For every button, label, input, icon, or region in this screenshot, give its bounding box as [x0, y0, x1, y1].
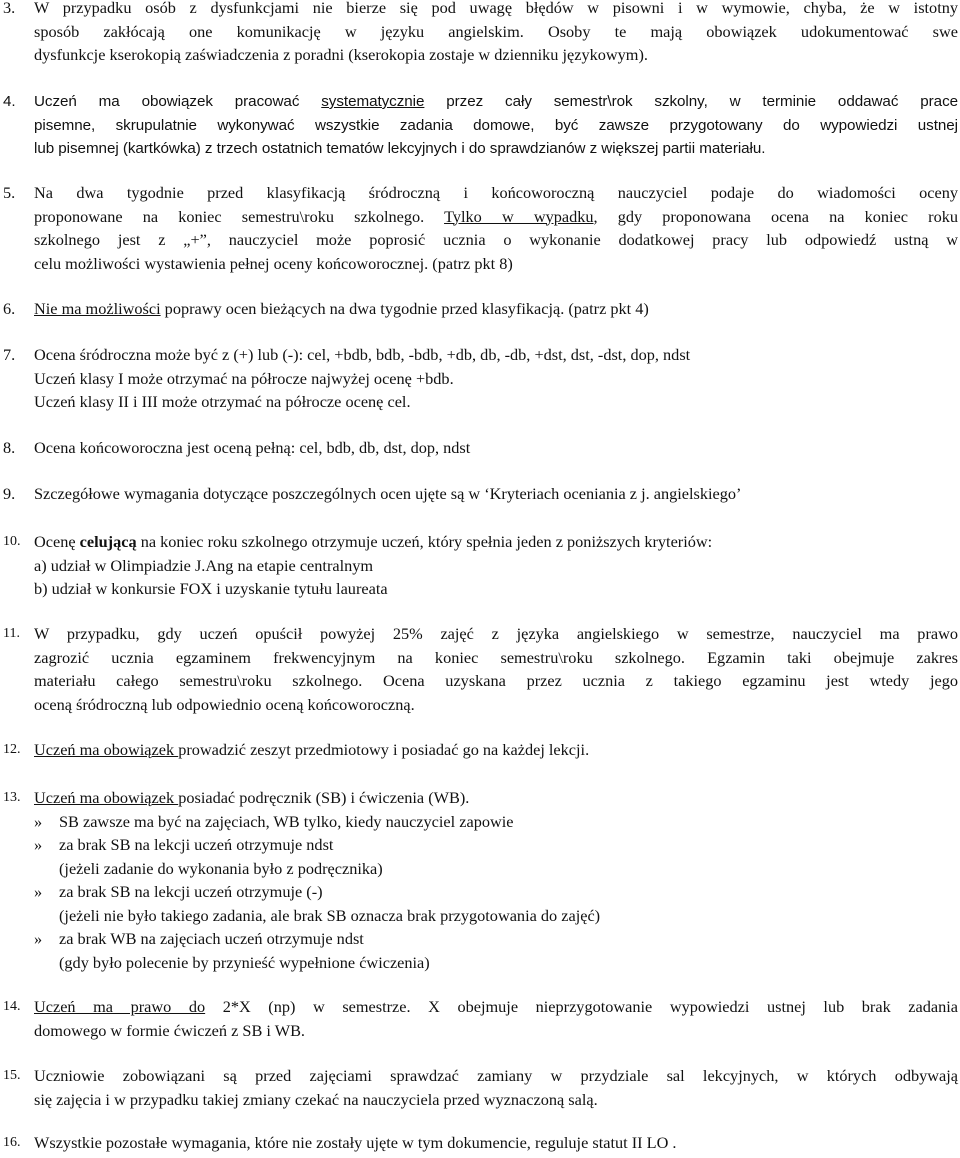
bullet-marker: »	[34, 882, 43, 901]
bullet-item: » za brak SB na lekcji uczeń otrzymuje (-)	[34, 880, 960, 904]
item-text-line: oceną śródroczną lub odpowiednio oceną końcoworoczną.	[34, 694, 415, 714]
item-text-line: Uczeń ma obowiązek prowadzić zeszyt przedmiotowy i posiadać go na każdej lekcji.	[34, 740, 590, 759]
bullet-list	[34, 810, 960, 975]
item-number: 3.	[3, 0, 16, 17]
item-text-line: lub pisemnej (kartkówka) z trzech ostatnich tematów lekcyjnych i do sprawdzianów z większej partii materiału.	[34, 140, 766, 157]
bullet-note: (jeżeli nie było takiego zadania, ale brak SB oznacza brak przygotowania do zajęć)	[59, 905, 601, 925]
item-text-line: szkolnego jest z „+”, nauczyciel może poprosić ucznia o wykonanie dodatkowej pracy lub odpowiedź ustną w	[34, 230, 958, 249]
item-text-line: Wszystkie pozostałe wymagania, które nie zostały ujęte w tym dokumencie, reguluje statut II LO .	[34, 1133, 677, 1152]
underlined-text: Uczeń ma obowiązek	[34, 740, 179, 759]
item-number: 11.	[3, 626, 20, 641]
bullet-marker: »	[34, 811, 43, 831]
bullet-item: » za brak SB na lekcji uczeń otrzymuje ndst	[34, 833, 960, 857]
bullet-item: » SB zawsze ma być na zajęciach, WB tylko, kiedy nauczyciel zapowie	[34, 810, 960, 834]
item-text-line: sposób zakłócają one komunikację w języku angielskim. Osoby te mają obowiązek udokumentować swe	[34, 21, 958, 41]
item-number: 15.	[3, 1068, 21, 1083]
bullet-note: (gdy było polecenie by przynieść wypełnione ćwiczenia)	[59, 952, 430, 972]
item-text-line: materiału całego semestru\roku szkolnego. Ocena uzyskana przez ucznia z takiego egzaminu jest wtedy jego	[34, 671, 958, 690]
underlined-text: Nie ma możliwości	[34, 299, 161, 318]
item-text-line: się zajęcia i w przypadku takiej zmiany czekać na nauczyciela przed wyznaczoną salą.	[34, 1089, 598, 1109]
item-number: 8.	[3, 438, 16, 457]
item-text-line: Nie ma możliwości poprawy ocen bieżących na dwa tygodnie przed klasyfikacją. (patrz pkt 4)	[34, 299, 649, 318]
bullet-marker: »	[34, 835, 43, 854]
item-number: 14.	[3, 999, 21, 1014]
item-text-line: Uczeń ma prawo do 2*X (np) w semestrze. X obejmuje nieprzygotowanie wypowiedzi ustnej lub brak zadania	[34, 997, 958, 1016]
item-text-line: W przypadku osób z dysfunkcjami nie bierze się pod uwagę błędów w pisowni i w wymowie, chyba, że w istotny	[34, 0, 958, 17]
bullet-note: (jeżeli zadanie do wykonania było z podręcznika)	[59, 858, 383, 878]
item-text-line: proponowane na koniec semestru\roku szkolnego. Tylko w wypadku, gdy proponowana ocena na koniec roku	[34, 206, 958, 226]
item-text-line: Ocena śródroczna może być z (+) lub (-): cel, +bdb, bdb, -bdb, +db, db, -db, +dst, dst, -dst, dop, ndst	[34, 345, 691, 364]
bold-text: celującą	[79, 532, 137, 551]
item-text-line: celu możliwości wystawienia pełnej oceny końcoworocznej. (patrz pkt 8)	[34, 253, 513, 273]
underlined-text: Uczeń ma obowiązek	[34, 788, 179, 807]
underlined-text: Uczeń ma prawo do	[34, 997, 206, 1016]
item-text-line: b) udział w konkursie FOX i uzyskanie tytułu laureata	[34, 579, 388, 598]
item-text-line: pisemne, skrupulatnie wykonywać wszystkie zadania domowe, być zawsze przygotowany do wypowiedzi ustnej	[34, 116, 958, 134]
item-number: 10.	[3, 534, 21, 549]
item-text-line: Szczegółowe wymagania dotyczące poszczególnych ocen ujęte są w ‘Kryteriach oceniania z j. angielskiego’	[34, 484, 742, 503]
item-number: 5.	[3, 183, 16, 202]
item-number: 7.	[3, 345, 16, 364]
item-text-line: Uczeń ma obowiązek posiadać podręcznik (SB) i ćwiczenia (WB).	[34, 788, 470, 807]
item-number: 6.	[3, 299, 16, 318]
item-number: 12.	[3, 742, 21, 757]
item-text-line: dysfunkcje kserokopią zaświadczenia z poradni (kserokopia zostaje w dzienniku językowym).	[34, 45, 648, 64]
item-text-line: a) udział w Olimpiadzie J.Ang na etapie centralnym	[34, 555, 374, 575]
item-number: 13.	[3, 790, 21, 805]
item-text-line: Na dwa tygodnie przed klasyfikacją śródroczną i końcoworoczną nauczyciel podaje do wiadomości oceny	[34, 183, 958, 202]
underlined-text: Tylko w wypadku	[444, 206, 594, 226]
item-text-line: Uczeń ma obowiązek pracować systematycznie przez cały semestr\rok szkolny, w terminie oddawać prace	[34, 93, 959, 110]
underlined-text: systematycznie	[321, 93, 425, 110]
item-text-line: Ocenę celującą na koniec roku szkolnego otrzymuje uczeń, który spełnia jeden z poniższych kryteriów:	[34, 532, 713, 551]
item-text-line: Uczeń klasy I może otrzymać na półrocze najwyżej ocenę +bdb.	[34, 368, 454, 388]
item-text-line: domowego w formie ćwiczeń z SB i WB.	[34, 1020, 305, 1040]
item-text-line: zagrozić ucznia egzaminem frekwencyjnym na koniec semestru\roku szkolnego. Egzamin taki obejmuje zakres	[34, 647, 958, 667]
item-text-line: W przypadku, gdy uczeń opuścił powyżej 25% zajęć z języka angielskiego w semestrze, nauczyciel ma prawo	[34, 624, 958, 643]
item-number: 9.	[3, 484, 16, 503]
item-number: 16.	[3, 1135, 21, 1150]
item-number: 4.	[3, 93, 16, 110]
item-text-line: Uczeń klasy II i III może otrzymać na półrocze ocenę cel.	[34, 392, 411, 411]
bullet-item: » za brak WB na zajęciach uczeń otrzymuje ndst	[34, 927, 960, 951]
bullet-marker: »	[34, 929, 43, 948]
item-text-line: Ocena końcoworoczna jest oceną pełną: cel, bdb, db, dst, dop, ndst	[34, 438, 471, 457]
item-text-line: Uczniowie zobowiązani są przed zajęciami sprawdzać zamiany w przydziale sal lekcyjnych, w których odbywają	[34, 1066, 958, 1085]
